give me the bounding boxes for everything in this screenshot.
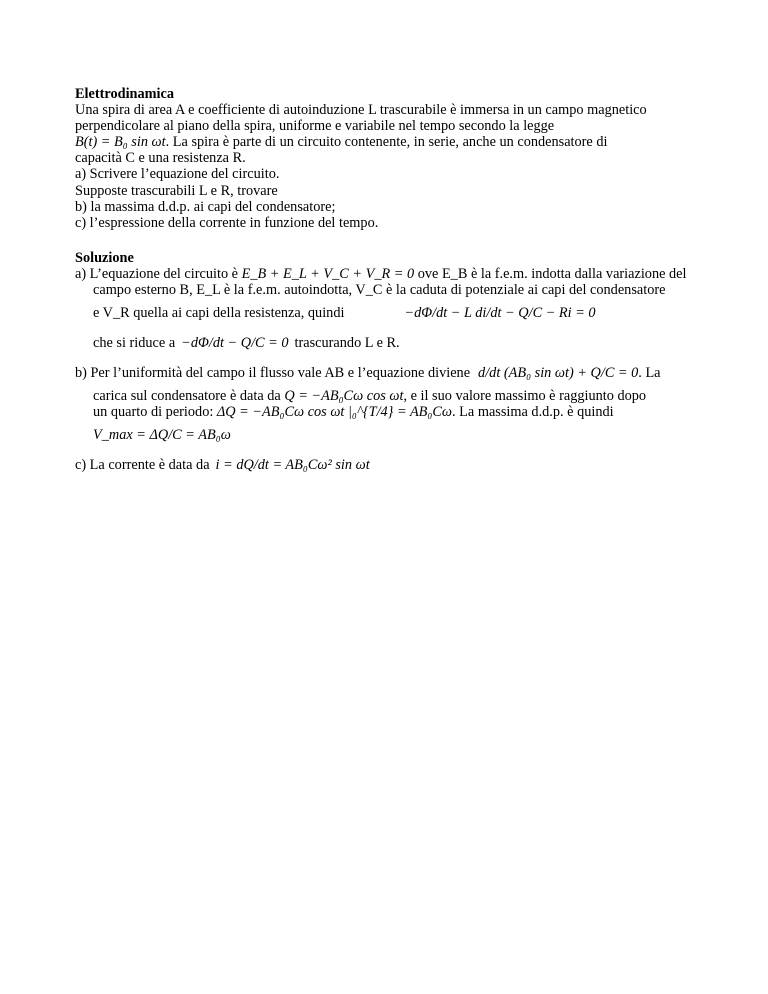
problem-line-2: perpendicolare al piano della spira, uniforme e variabile nel tempo secondo la legge [75, 118, 555, 135]
solution-a-line-2: campo esterno B, E_L è la f.e.m. autoindotta, V_C è la caduta di potenziale ai capi del condensatore [93, 282, 666, 299]
circuit-equation: −dΦ/dt − L di/dt − Q/C − Ri = 0 [404, 305, 596, 322]
solution-a-line-3: e V_R quella ai capi della resistenza, quindi [93, 305, 345, 322]
problem-line-4: capacità C e una resistenza R. [75, 150, 246, 167]
problem-line-1: Una spira di area A e coefficiente di autoinduzione L trascurabile è immersa in un campo magnetico [75, 102, 647, 119]
current-equation: i = dQ/dt = AB₀Cω² sin ωt [215, 457, 370, 474]
solution-a-line-4-tail: trascurando L e R. [294, 335, 400, 352]
solution-a-line-4: che si riduce a [93, 335, 176, 352]
solution-b-line-2: carica sul condensatore è data da [93, 388, 281, 405]
solution-b-line-3: un quarto di periodo: [93, 404, 214, 421]
solution-b-line-1-tail: . La [638, 365, 661, 382]
circuit-sum-equation: E_B + E_L + V_C + V_R = 0 [241, 266, 415, 283]
vmax-equation: V_max = ΔQ/C = AB₀ω [93, 427, 231, 444]
assumption-line: Supposte trascurabili L e R, trovare [75, 182, 278, 199]
problem-line-3: . La spira è parte di un circuito contenente, in serie, anche un condensatore di [165, 134, 608, 151]
problem-section [75, 86, 735, 231]
solution-section [75, 250, 735, 480]
delta-q-equation: ΔQ = −AB₀Cω cos ωt |₀^{T/4} = AB₀Cω [216, 404, 453, 421]
solution-c-line: c) La corrente è data da [75, 457, 210, 474]
question-b: b) la massima d.d.p. ai capi del condensatore; [75, 198, 336, 215]
solution-a-line-1: a) L’equazione del circuito è [75, 266, 239, 283]
solution-a-line-1-tail: ove E_B è la f.e.m. indotta dalla variazione del [417, 266, 687, 283]
question-a: a) Scrivere l’equazione del circuito. [75, 166, 280, 183]
section-title: Elettrodinamica [75, 86, 175, 102]
solution-title: Soluzione [75, 250, 134, 266]
charge-equation: Q = −AB₀Cω cos ωt [284, 388, 404, 405]
flux-equation: d/dt (AB₀ sin ωt) + Q/C = 0 [478, 365, 639, 382]
solution-b-line-2-tail: , e il suo valore massimo è raggiunto dopo [403, 388, 647, 405]
solution-b-line-3-tail: . La massima d.d.p. è quindi [452, 404, 614, 421]
field-law-equation: B(t) = B₀ sin ωt [75, 134, 166, 151]
question-c: c) l’espressione della corrente in funzione del tempo. [75, 214, 379, 231]
reduced-equation: −dΦ/dt − Q/C = 0 [181, 335, 289, 352]
solution-b-line-1: b) Per l’uniformità del campo il flusso vale AB e l’equazione diviene [75, 365, 471, 382]
